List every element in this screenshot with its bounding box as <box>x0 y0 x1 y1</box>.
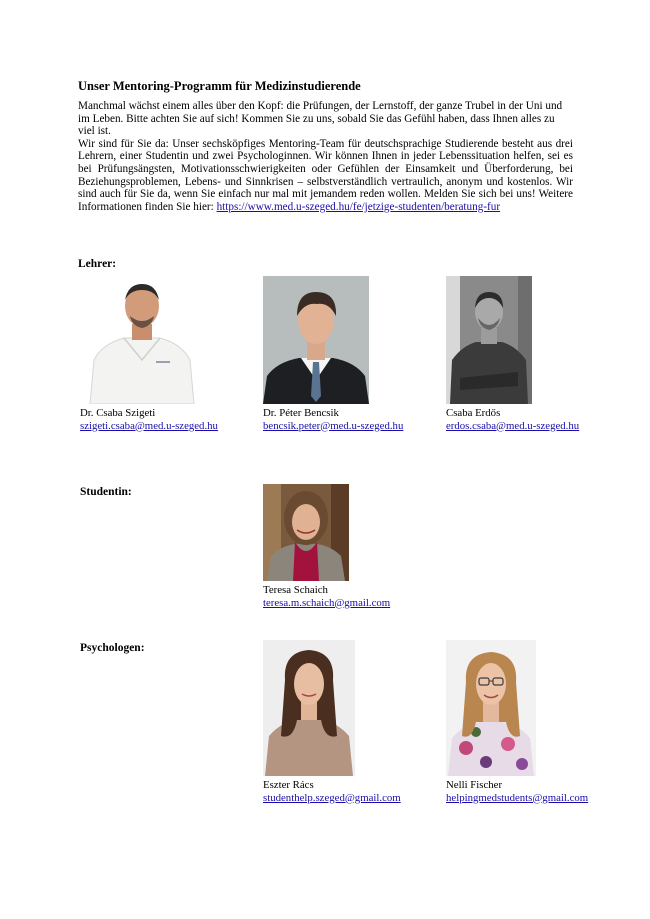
portrait-photo-bencsik <box>263 276 369 404</box>
person-card-fischer <box>446 640 588 804</box>
portrait-photo-racs <box>263 640 355 776</box>
portrait-photo-erdos <box>446 276 532 404</box>
section-label-student: Studentin: <box>80 486 132 498</box>
person-name: Dr. Csaba Szigeti <box>80 407 156 419</box>
intro-text <box>78 100 573 213</box>
email-link[interactable]: helpingmedstudents@gmail.com <box>446 791 589 804</box>
person-name: Csaba Erdős <box>446 407 501 419</box>
email-link[interactable]: bencsik.peter@med.u-szeged.hu <box>263 419 404 432</box>
person-name: Dr. Péter Bencsik <box>263 407 339 419</box>
intro-paragraph-2-text: Wir sind für Sie da: Unser sechsköpfiges Mentoring-Team für deutschsprachige Studierende besteht aus drei Lehrern, einer Studentin und zwei Psychologinnen. Wir können Ihnen in jeder Lebenssituation helfen, sei es bei Prüfungsängsten, Motivationsschwierigkeiten oder Gefühlen der Einsamkeit und Überforderung, bei Beziehungsproblemen, Lebens- und Sinnkrisen – selbstverständlich vertraulich, anonym und kostenlos. Wir sind auch für Sie da, wenn Sie einfach nur mal mit jemandem reden wollen. Melden Sie sich bei uns! Weitere Informationen finden Sie hier: <box>78 137 573 213</box>
page-title: Unser Mentoring-Programm für Medizinstudierende <box>78 79 361 93</box>
person-card-bencsik <box>263 276 403 432</box>
email-link[interactable]: teresa.m.schaich@gmail.com <box>263 596 391 609</box>
intro-paragraph-2 <box>78 138 573 214</box>
portrait-photo-szigeti <box>80 276 204 404</box>
info-link[interactable]: https://www.med.u-szeged.hu/fe/jetzige-studenten/beratung-fur <box>216 200 501 213</box>
person-card-erdos <box>446 276 579 432</box>
email-link[interactable]: szigeti.csaba@med.u-szeged.hu <box>80 419 218 432</box>
portrait-photo-fischer <box>446 640 536 776</box>
section-label-teachers: Lehrer: <box>78 258 117 270</box>
person-name: Nelli Fischer <box>446 779 503 791</box>
email-link[interactable]: erdos.csaba@med.u-szeged.hu <box>446 419 580 432</box>
person-card-racs <box>263 640 401 804</box>
person-name: Teresa Schaich <box>263 584 328 596</box>
portrait-photo-schaich <box>263 484 349 581</box>
person-card-schaich <box>263 484 390 609</box>
section-label-psychologists: Psychologen: <box>80 642 145 654</box>
person-card-szigeti <box>80 276 218 432</box>
email-link[interactable]: studenthelp.szeged@gmail.com <box>263 791 401 804</box>
intro-paragraph-1: Manchmal wächst einem alles über den Kopf: die Prüfungen, der Lernstoff, der ganze Trubel in der Uni und im Leben. Bitte achten Sie auf sich! Kommen Sie zu uns, sobald Sie das Gefühl haben, dass Ihnen alles zu viel ist. <box>78 100 563 138</box>
person-name: Eszter Rács <box>263 779 314 791</box>
